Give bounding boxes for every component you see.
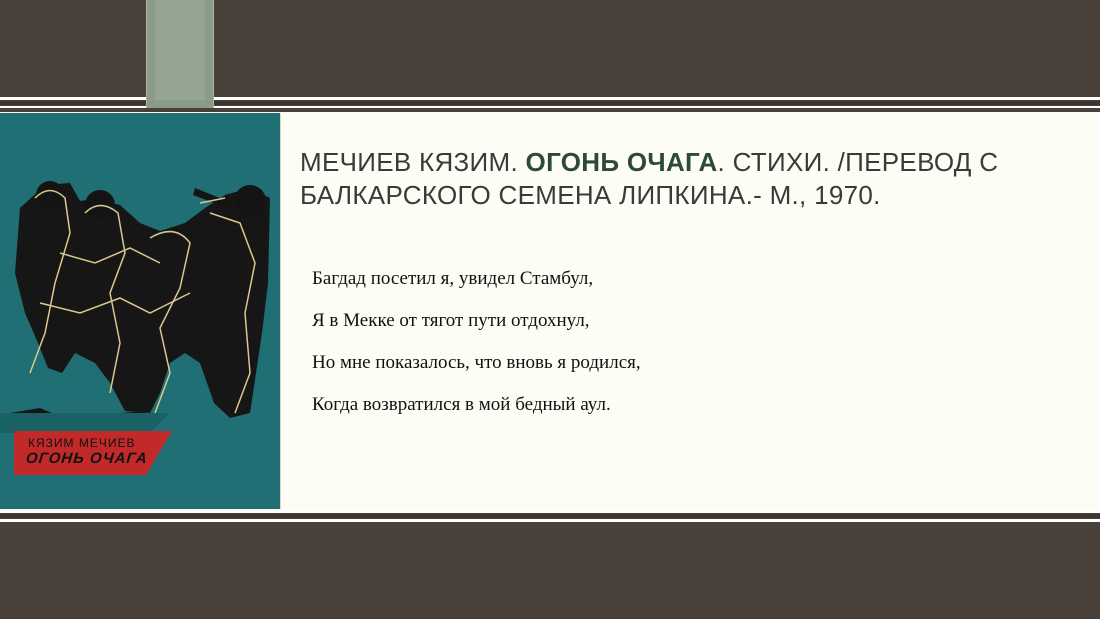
bottom-divider — [0, 510, 1100, 513]
decorative-tab-inner — [155, 0, 205, 100]
poem-quote — [312, 262, 1052, 430]
figure-head-1 — [36, 181, 64, 209]
slide-heading — [300, 146, 1070, 212]
poem-line-3: Но мне показалось, что вновь я родился, — [312, 352, 641, 373]
poem-line-1: Багдад посетил я, увидел Стамбул, — [312, 268, 594, 289]
bottom-divider-thin — [0, 519, 1100, 522]
poem-line-4: Когда возвратился в мой бедный аул. — [312, 394, 611, 415]
figure-head-3 — [234, 185, 266, 217]
figures-silhouette — [15, 183, 270, 418]
cover-base-band — [0, 413, 170, 433]
cover-author-name: КЯЗИМ МЕЧИЕВ — [28, 436, 136, 450]
book-cover-image — [0, 113, 281, 509]
poem-line-2: Я в Мекке от тягот пути отдохнул, — [312, 310, 590, 331]
cover-book-title: ОГОНЬ ОЧАГА — [25, 450, 149, 467]
heading-rest-line1: . СТИХИ. /ПЕРЕВОД С — [717, 147, 999, 177]
heading-line2: БАЛКАРСКОГО СЕМЕНА ЛИПКИНА.- М., 1970. — [300, 180, 881, 210]
decorative-tab — [146, 0, 214, 108]
heading-book-title: ОГОНЬ ОЧАГА — [525, 147, 718, 177]
bottom-frame-band — [0, 524, 1100, 619]
heading-author: МЕЧИЕВ КЯЗИМ. — [300, 147, 526, 177]
bottom-divider-dark — [0, 514, 1100, 518]
